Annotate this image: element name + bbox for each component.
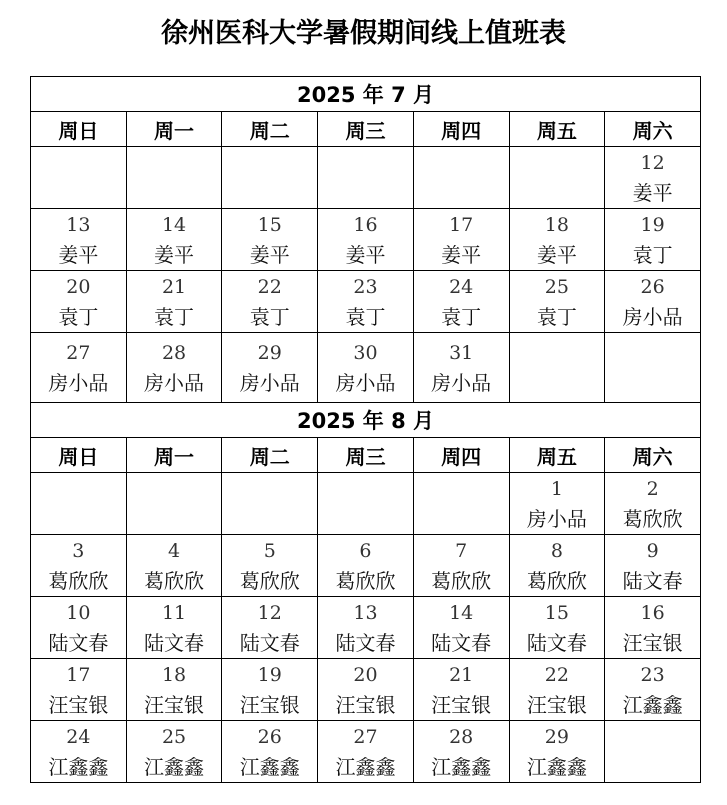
week-row [31,209,701,271]
day-cell [413,333,509,403]
duty-person: 袁丁 [249,304,290,329]
day-number: 7 [455,539,468,562]
duty-person: 房小品 [526,506,587,531]
duty-person: 汪宝银 [431,692,492,717]
duty-person: 江鑫鑫 [335,754,396,779]
duty-person: 江鑫鑫 [526,754,587,779]
day-number: 26 [257,725,282,748]
day-cell [509,535,605,597]
duty-person: 江鑫鑫 [239,754,300,779]
duty-person: 陆文春 [622,568,683,593]
day-cell [222,597,318,659]
day-cell [222,333,318,403]
week-row [31,659,701,721]
duty-person: 袁丁 [536,304,577,329]
day-number: 19 [640,213,665,236]
duty-person: 姜平 [249,242,290,267]
empty-day-cell [605,721,701,783]
weekday-header: 周四 [413,112,509,147]
day-number: 24 [449,275,474,298]
duty-person: 房小品 [48,370,109,395]
day-cell [509,721,605,783]
day-cell [413,209,509,271]
day-number: 13 [353,601,378,624]
day-cell [126,209,222,271]
duty-person: 葛欣欣 [144,568,205,593]
duty-person: 房小品 [144,370,205,395]
day-number: 12 [640,151,665,174]
day-number: 21 [161,275,187,298]
duty-person: 房小品 [335,370,396,395]
day-number: 10 [66,601,91,624]
month-header-row [31,403,701,438]
day-number: 2 [646,477,659,500]
day-number: 6 [359,539,372,562]
duty-person: 陆文春 [48,630,109,655]
day-cell [605,659,701,721]
weekday-header: 周五 [509,112,605,147]
day-number: 5 [263,539,276,562]
empty-day-cell [318,147,414,209]
month-title: 2025 年 7 月 [31,77,701,112]
duty-person: 袁丁 [58,304,99,329]
day-cell [31,271,127,333]
month-title: 2025 年 8 月 [31,403,701,438]
duty-person: 汪宝银 [239,692,300,717]
month-header-row [31,77,701,112]
day-cell [605,535,701,597]
empty-day-cell [126,147,222,209]
week-row [31,597,701,659]
day-cell [222,209,318,271]
day-number: 21 [449,663,474,686]
day-cell [31,333,127,403]
day-cell [31,659,127,721]
day-number: 18 [544,213,569,236]
duty-person: 姜平 [441,242,482,267]
day-number: 25 [161,725,187,748]
duty-person: 汪宝银 [48,692,109,717]
day-cell [605,473,701,535]
weekday-header: 周二 [222,112,318,147]
day-number: 30 [353,341,378,364]
day-number: 24 [66,725,91,748]
day-cell [31,597,127,659]
empty-day-cell [31,147,127,209]
day-number: 14 [449,601,474,624]
duty-person: 陆文春 [239,630,300,655]
duty-person: 葛欣欣 [622,506,683,531]
empty-day-cell [318,473,414,535]
empty-day-cell [126,473,222,535]
day-cell [31,209,127,271]
duty-person: 陆文春 [431,630,492,655]
weekday-header-row [31,112,701,147]
duty-person: 葛欣欣 [335,568,396,593]
duty-person: 房小品 [431,370,492,395]
duty-person: 姜平 [632,180,673,205]
duty-person: 葛欣欣 [239,568,300,593]
day-number: 1 [550,477,563,500]
duty-person: 袁丁 [154,304,195,329]
duty-person: 汪宝银 [335,692,396,717]
week-row [31,535,701,597]
duty-schedule-table [30,76,701,783]
day-cell [318,721,414,783]
day-number: 23 [353,275,378,298]
weekday-header-row [31,438,701,473]
empty-day-cell [222,473,318,535]
weekday-header: 周一 [126,438,222,473]
week-row [31,721,701,783]
empty-day-cell [509,147,605,209]
day-cell [318,659,414,721]
duty-person: 江鑫鑫 [144,754,205,779]
day-number: 3 [72,539,85,562]
day-number: 15 [257,213,282,236]
duty-person: 姜平 [58,242,99,267]
duty-person: 汪宝银 [144,692,205,717]
day-cell [605,271,701,333]
day-number: 14 [161,213,187,236]
duty-person: 袁丁 [632,242,673,267]
day-cell [222,535,318,597]
duty-person: 江鑫鑫 [48,754,109,779]
day-number: 23 [640,663,665,686]
duty-person: 汪宝银 [526,692,587,717]
week-row [31,271,701,333]
day-cell [222,721,318,783]
duty-person: 江鑫鑫 [431,754,492,779]
duty-person: 袁丁 [345,304,386,329]
day-number: 9 [646,539,659,562]
duty-person: 姜平 [154,242,195,267]
day-number: 22 [257,275,282,298]
day-number: 8 [550,539,563,562]
day-number: 27 [353,725,378,748]
schedule-body [31,77,701,783]
duty-person: 葛欣欣 [431,568,492,593]
week-row [31,147,701,209]
weekday-header: 周二 [222,438,318,473]
day-number: 16 [353,213,378,236]
duty-person: 姜平 [345,242,386,267]
day-number: 17 [449,213,474,236]
day-number: 28 [161,341,187,364]
weekday-header: 周五 [509,438,605,473]
duty-person: 陆文春 [144,630,205,655]
empty-day-cell [509,333,605,403]
day-number: 20 [353,663,378,686]
day-cell [413,535,509,597]
empty-day-cell [605,333,701,403]
day-number: 20 [66,275,91,298]
weekday-header: 周日 [31,112,127,147]
duty-person: 陆文春 [335,630,396,655]
day-cell [509,473,605,535]
empty-day-cell [413,473,509,535]
duty-person: 陆文春 [526,630,587,655]
duty-person: 袁丁 [441,304,482,329]
duty-person: 葛欣欣 [526,568,587,593]
duty-person: 汪宝银 [622,630,683,655]
day-number: 4 [168,539,181,562]
day-cell [318,597,414,659]
empty-day-cell [31,473,127,535]
duty-person: 房小品 [622,304,683,329]
weekday-header: 周一 [126,112,222,147]
day-cell [509,209,605,271]
day-cell [126,333,222,403]
day-cell [413,721,509,783]
day-cell [605,147,701,209]
week-row [31,473,701,535]
page-title: 徐州医科大学暑假期间线上值班表 [161,18,566,49]
weekday-header: 周六 [605,112,701,147]
day-number: 22 [544,663,569,686]
day-number: 16 [640,601,665,624]
day-number: 13 [66,213,91,236]
day-number: 18 [161,663,187,686]
day-number: 29 [257,341,282,364]
day-cell [126,721,222,783]
weekday-header: 周四 [413,438,509,473]
weekday-header: 周日 [31,438,127,473]
duty-person: 葛欣欣 [48,568,109,593]
week-row [31,333,701,403]
day-number: 25 [544,275,569,298]
day-number: 11 [161,601,187,624]
weekday-header: 周六 [605,438,701,473]
day-number: 17 [66,663,91,686]
day-cell [31,721,127,783]
day-cell [605,209,701,271]
day-number: 31 [449,341,474,364]
day-number: 19 [257,663,282,686]
day-cell [222,659,318,721]
day-number: 12 [257,601,282,624]
day-cell [126,659,222,721]
day-number: 28 [449,725,474,748]
duty-person: 江鑫鑫 [622,692,683,717]
empty-day-cell [222,147,318,209]
day-cell [318,535,414,597]
day-cell [413,271,509,333]
day-cell [222,271,318,333]
duty-person: 姜平 [536,242,577,267]
day-cell [318,271,414,333]
day-cell [509,271,605,333]
day-number: 15 [544,601,569,624]
day-cell [126,271,222,333]
day-cell [126,597,222,659]
day-number: 27 [66,341,91,364]
day-cell [318,209,414,271]
day-cell [318,333,414,403]
day-number: 29 [544,725,569,748]
empty-day-cell [413,147,509,209]
day-cell [126,535,222,597]
day-cell [509,597,605,659]
weekday-header: 周三 [318,112,414,147]
day-cell [31,535,127,597]
duty-person: 房小品 [239,370,300,395]
day-cell [413,597,509,659]
day-number: 26 [640,275,665,298]
weekday-header: 周三 [318,438,414,473]
day-cell [509,659,605,721]
day-cell [413,659,509,721]
day-cell [605,597,701,659]
